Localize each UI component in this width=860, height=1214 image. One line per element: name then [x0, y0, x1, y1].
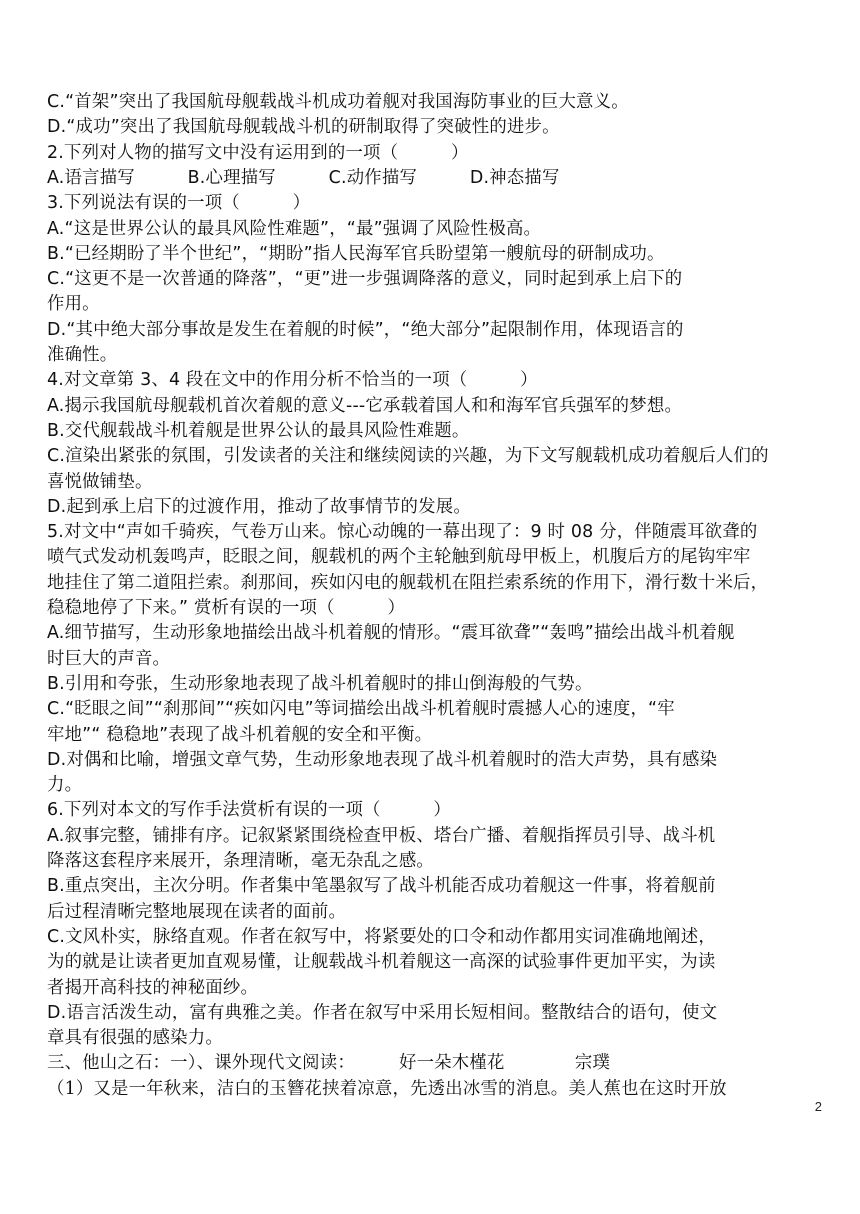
- text-line: 喜悦做铺垫。: [47, 471, 153, 492]
- text-line: B.交代舰载战斗机着舰是世界公认的最具风险性难题。: [47, 420, 470, 441]
- text-line: 章具有很强的感染力。: [47, 1028, 223, 1049]
- text-line: C.文风朴实，脉络直观。作者在叙写中，将紧要处的口令和动作都用实词准确地阐述，: [47, 926, 716, 947]
- text-line: D.语言活泼生动，富有典雅之美。作者在叙写中采用长短相间。整散结合的语句，使文: [47, 1002, 718, 1023]
- text-line: C.“这更不是一次普通的降落”，“更”进一步强调降落的意义，同时起到承上启下的: [47, 269, 683, 290]
- text-line: A.叙事完整，铺排有序。记叙紧紧围绕检查甲板、塔台广播、着舰指挥员引导、战斗机: [47, 825, 716, 846]
- text-line: 4.对文章第 3、4 段在文中的作用分析不恰当的一项（ ）: [47, 370, 538, 391]
- text-line: A.语言描写 B.心理描写 C.动作描写 D.神态描写: [47, 167, 560, 188]
- text-line: C.“眨眼之间”“刹那间”“疾如闪电”等词描绘出战斗机着舰时震撼人心的速度，“牢: [47, 699, 675, 720]
- text-line: 者揭开高科技的神秘面纱。: [47, 977, 259, 998]
- text-line: 为的就是让读者更加直观易懂，让舰载战斗机着舰这一高深的试验事件更加平实，为读: [47, 952, 716, 973]
- text-line: 三、他山之石：一）、课外现代文阅读： 好一朵木槿花 宗璞: [47, 1053, 611, 1074]
- text-line: A.细节描写，生动形象地描绘出战斗机着舰的情形。“震耳欲聋”“轰鸣”描绘出战斗机着舰: [47, 623, 735, 644]
- text-line: B.引用和夸张，生动形象地表现了战斗机着舰时的排山倒海般的气势。: [47, 673, 593, 694]
- text-line: A.“这是世界公认的最具风险性难题”，“最”强调了风险性极高。: [47, 218, 542, 239]
- text-line: D.“其中绝大部分事故是发生在着舰的时候”，“绝大部分”起限制作用，体现语言的: [47, 319, 684, 340]
- text-line: 3.下列说法有误的一项（ ）: [47, 193, 311, 214]
- text-line: D.起到承上启下的过渡作用，推动了故事情节的发展。: [47, 496, 471, 517]
- text-line: 6.下列对本文的写作手法赏析有误的一项（ ）: [47, 800, 451, 821]
- page-number: 2: [814, 1099, 822, 1114]
- text-line: B.“已经期盼了半个世纪”，“期盼”指人民海军官兵盼望第一艘航母的研制成功。: [47, 243, 665, 264]
- text-line: B.重点突出，主次分明。作者集中笔墨叙写了战斗机能否成功着舰这一件事，将着舰前: [47, 876, 716, 897]
- text-line: C.渲染出紧张的氛围，引发读者的关注和继续阅读的兴趣，为下文写舰载机成功着舰后人们的: [47, 446, 769, 467]
- text-line: 地挂住了第二道阻拦索。刹那间，疾如闪电的舰载机在阻拦索系统的作用下，滑行数十米后，: [47, 572, 769, 593]
- text-line: （1）又是一年秋来，洁白的玉簪花挟着凉意，先透出冰雪的消息。美人蕉也在这时开放: [47, 1078, 727, 1099]
- text-line: A.揭示我国航母舰载机首次着舰的意义---它承载着国人和和海军官兵强军的梦想。: [47, 395, 683, 416]
- text-line: 5.对文中“声如千骑疾，气卷万山来。惊心动魄的一幕出现了：9 时 08 分，伴随震耳欲聋的: [47, 522, 758, 543]
- text-line: 准确性。: [47, 345, 118, 365]
- text-line: C.“首架”突出了我国航母舰载战斗机成功着舰对我国海防事业的巨大意义。: [47, 92, 629, 112]
- text-line: D.“成功”突出了我国航母舰载战斗机的研制取得了突破性的进步。: [47, 117, 560, 138]
- text-line: 时巨大的声音。: [47, 648, 171, 669]
- text-line: 降落这套程序来展开，条理清晰，毫无杂乱之感。: [47, 851, 434, 871]
- text-line: D.对偶和比喻，增强文章气势，生动形象地表现了战斗机着舰时的浩大声势，具有感染: [47, 749, 718, 770]
- text-line: 作用。: [47, 294, 100, 315]
- text-line: 稳稳地停了下来。” 赏析有误的一项（ ）: [47, 598, 406, 618]
- text-line: 后过程清晰完整地展现在读者的面前。: [47, 901, 347, 922]
- text-line: 2.下列对人物的描写文中没有运用到的一项（ ）: [47, 142, 469, 163]
- text-line: 喷气式发动机轰鸣声，眨眼之间，舰载机的两个主轮触到航母甲板上，机腹后方的尾钩牢牢: [47, 547, 751, 568]
- text-line: 力。: [47, 775, 83, 796]
- text-line: 牢地”“ 稳稳地”表现了战斗机着舰的安全和平衡。: [47, 724, 433, 745]
